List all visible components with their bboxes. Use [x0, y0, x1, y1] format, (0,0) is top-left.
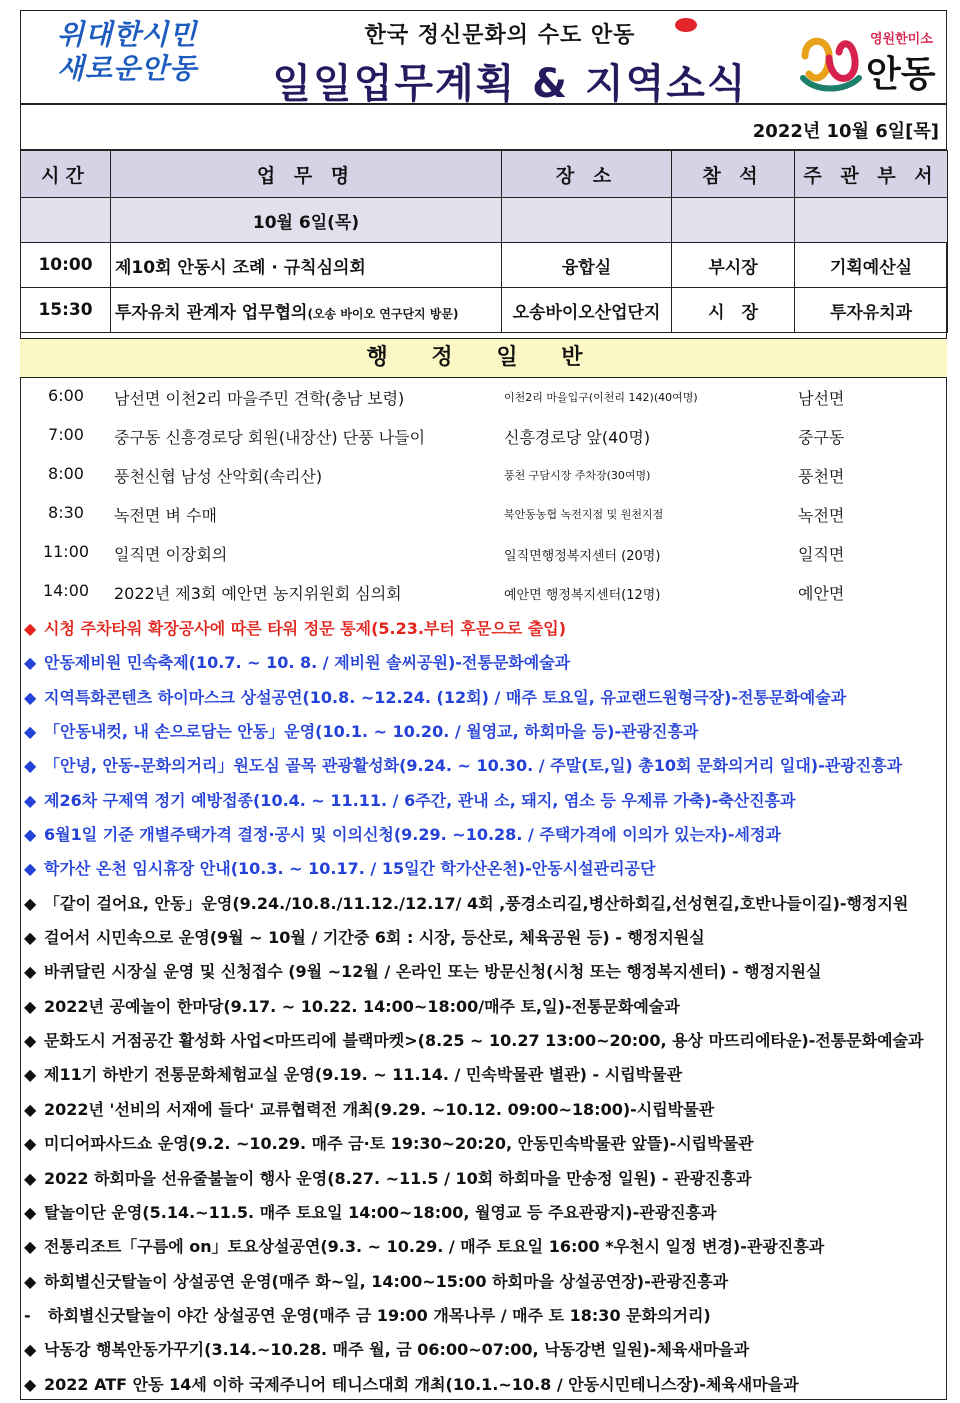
seal-stamp-icon: [675, 18, 697, 32]
notice-text: 바퀴달린 시장실 운영 및 신청접수 (9월 ~12월 / 온라인 또는 방문신청(시청 또는 행정복지센터) - 행정지원실: [44, 962, 822, 982]
admin-place: 예안면 행정복지센터(12명): [504, 588, 661, 603]
notice-text: 문화도시 거점공간 활성화 사업<마뜨리에 블랙마켓>(8.25 ~ 10.27 13:00~20:00, 용상 마뜨리에타운)-전통문화예술과: [44, 1031, 924, 1051]
diamond-bullet-icon: ◆: [24, 825, 37, 845]
admin-place: 일직면행정복지센터 (20명): [504, 549, 661, 564]
diamond-bullet-icon: ◆: [24, 928, 37, 948]
notice-item: [24, 1058, 954, 1092]
notice-item: [24, 1230, 954, 1264]
document-date: 2022년 10월 6일[목]: [752, 121, 939, 142]
notice-text: 2022년 공예놀이 한마당(9.17. ~ 10.22. 14:00~18:00/매주 토,일)-전통문화예술과: [44, 996, 680, 1016]
diamond-bullet-icon: ◆: [24, 962, 37, 982]
notice-item: [24, 749, 954, 783]
admin-dept: 예안면: [798, 584, 845, 603]
admin-time: 14:00: [42, 581, 90, 600]
notice-item: [24, 1162, 954, 1196]
notice-item: [24, 1093, 954, 1127]
diamond-bullet-icon: ◆: [24, 1374, 37, 1394]
row-title-text: 제10회 안동시 조례 · 규칙심의회: [115, 257, 366, 278]
notice-item: [24, 818, 954, 852]
notice-text: 학가산 온천 임시휴장 안내(10.3. ~ 10.17. / 15일간 학가산온천)-안동시설관리공단: [44, 859, 656, 879]
table-row: [21, 288, 948, 333]
admin-place: 북안동농협 녹전지점 및 원천지점: [504, 508, 664, 521]
notice-text: 「안녕, 안동-문화의거리」원도심 골목 관광활성화(9.24. ~ 10.30. / 주말(토,일) 총10회 문화의거리 일대)-관광진흥과: [44, 756, 903, 776]
row-time: 10:00: [21, 243, 111, 288]
notice-item: [24, 887, 954, 921]
admin-name: 녹전면 벼 수매: [114, 506, 217, 525]
dash-bullet: -: [24, 1305, 31, 1325]
row-attend: 부시장: [672, 243, 795, 288]
notice-text: 시청 주차타워 확장공사에 따른 타워 정문 통제(5.23.부터 후문으로 출입): [44, 619, 567, 638]
header-subtitle: 한국 정신문화의 수도 안동: [364, 23, 636, 48]
slogan-line2: 새로운안동: [56, 52, 198, 85]
notice-item: [24, 681, 954, 715]
list-item: [20, 417, 947, 456]
admin-time: 7:00: [48, 425, 84, 444]
list-item: [20, 378, 947, 417]
notice-item: [24, 955, 954, 989]
diamond-bullet-icon: ◆: [24, 1271, 37, 1291]
notice-text: 제26차 구제역 정기 예방접종(10.4. ~ 11.11. / 6주간, 관내 소, 돼지, 염소 등 우제류 가축)-축산진흥과: [44, 790, 796, 810]
admin-dept: 녹전면: [798, 506, 845, 525]
logo-slogan: 영원한미소: [870, 32, 933, 47]
admin-time: 6:00: [48, 386, 84, 405]
admin-dept: 풍천면: [798, 467, 845, 486]
row-place: 융합실: [502, 243, 672, 288]
row-title-note: (오송 바이오 연구단지 방문): [307, 306, 459, 321]
diamond-bullet-icon: ◆: [24, 893, 37, 913]
table-row: [21, 243, 948, 288]
notice-item: [24, 921, 954, 955]
day-row: [21, 198, 948, 243]
section-title: 행 정 일 반: [20, 338, 947, 378]
diamond-bullet-icon: ◆: [24, 756, 37, 776]
row-place: 오송바이오산업단지: [502, 288, 672, 333]
col-header-time: 시간: [21, 151, 111, 198]
diamond-bullet-icon: ◆: [24, 1134, 37, 1154]
notice-item: [24, 852, 954, 886]
notice-item: [24, 1368, 954, 1402]
notice-text: 제11기 하반기 전통문화체험교실 운영(9.19. ~ 11.14. / 민속박물관 별관) - 시립박물관: [44, 1065, 683, 1085]
diamond-bullet-icon: ◆: [24, 1099, 37, 1119]
notice-item: [24, 1265, 954, 1299]
diamond-bullet-icon: ◆: [24, 1031, 37, 1051]
diamond-bullet-icon: ◆: [24, 653, 37, 673]
notice-item: [24, 646, 954, 680]
diamond-bullet-icon: ◆: [24, 722, 37, 742]
admin-name: 2022년 제3회 예안면 농지위원회 심의회: [114, 584, 402, 603]
logo-text: 안동: [866, 54, 936, 95]
row-dept: 투자유치과: [795, 288, 948, 333]
col-header-task: 업 무 명: [111, 151, 502, 198]
list-item: [20, 573, 947, 612]
schedule-table: [20, 150, 948, 333]
day-row-cell: [795, 198, 948, 243]
slogan: [32, 18, 222, 86]
notice-item: [24, 990, 954, 1024]
notice-item: [24, 784, 954, 818]
diamond-bullet-icon: ◆: [24, 996, 37, 1016]
date-row: [20, 105, 947, 151]
admin-place: 풍천 구담시장 주차장(30여명): [504, 469, 651, 482]
day-row-cell: [672, 198, 795, 243]
admin-dept: 남선면: [798, 389, 845, 408]
diamond-bullet-icon: ◆: [24, 1065, 37, 1085]
row-dept: 기획예산실: [795, 243, 948, 288]
admin-name: 일직면 이장회의: [114, 545, 228, 564]
table-header-row: [21, 151, 948, 198]
notice-item: [24, 1196, 954, 1230]
notice-text: 「안동내컷, 내 손으로담는 안동」운영(10.1. ~ 10.20. / 월영교, 하회마을 등)-관광진흥과: [44, 722, 699, 742]
notice-text: 미디어파사드쇼 운영(9.2. ~10.29. 매주 금·토 19:30~20:20, 안동민속박물관 앞뜰)-시립박물관: [44, 1134, 754, 1154]
admin-dept: 일직면: [798, 545, 845, 564]
row-time: 15:30: [21, 288, 111, 333]
diamond-bullet-icon: ◆: [24, 1168, 37, 1188]
notice-text: 전통리조트「구름에 on」토요상설공연(9.3. ~ 10.29. / 매주 토요일 16:00 *우천시 일정 변경)-관광진흥과: [44, 1237, 825, 1257]
col-header-dept: 주 관 부 서: [795, 151, 948, 198]
notice-text: 걸어서 시민속으로 운영(9월 ~ 10월 / 기간중 6회 : 시장, 등산로, 체육공원 등) - 행정지원실: [44, 928, 705, 948]
diamond-bullet-icon: ◆: [24, 1340, 37, 1360]
notice-item: [24, 1024, 954, 1058]
list-item: [20, 495, 947, 534]
notice-text: 지역특화콘텐츠 하이마스크 상설공연(10.8. ~12.24. (12회) / 매주 토요일, 유교랜드원형극장)-전통문화예술과: [44, 687, 847, 707]
admin-time: 11:00: [42, 542, 90, 561]
list-item: [20, 456, 947, 495]
notice-item: [24, 1127, 954, 1161]
notice-item: [24, 612, 954, 646]
notice-item: [24, 715, 954, 749]
notice-text: 2022 하회마을 선유줄불놀이 행사 운영(8.27. ~11.5 / 10회 하회마을 만송정 일원) - 관광진흥과: [44, 1168, 752, 1188]
row-attend: 시 장: [672, 288, 795, 333]
admin-name: 풍천신협 남성 산악회(속리산): [114, 467, 323, 486]
admin-time: 8:30: [48, 503, 84, 522]
admin-name: 중구동 신흥경로당 회원(내장산) 단풍 나들이: [114, 428, 426, 447]
day-row-cell: [21, 198, 111, 243]
list-item: [20, 534, 947, 573]
row-title-text: 투자유치 관계자 업무협의: [115, 302, 308, 323]
diamond-bullet-icon: ◆: [24, 859, 37, 879]
notice-text: 탈놀이단 운영(5.14.~11.5. 매주 토요일 14:00~18:00, 월영교 등 주요관광지)-관광진흥과: [44, 1202, 717, 1222]
admin-place: 신흥경로당 앞(40명): [504, 428, 651, 447]
document-title: 일일업무계획 & 지역소식: [272, 61, 748, 107]
slogan-line1: 위대한시민: [56, 18, 198, 51]
notice-text: 「같이 걸어요, 안동」운영(9.24./10.8./11.12./12.17/ 4회 ,풍경소리길,병산하회길,선성현길,호반나들이길)-행정지원: [44, 893, 909, 913]
row-title: [111, 243, 502, 288]
notice-text: 6월1일 기준 개별주택가격 결정·공시 및 이의신청(9.29. ~10.28. / 주택가격에 이의가 있는자)-세정과: [44, 825, 781, 845]
col-header-attend: 참 석: [672, 151, 795, 198]
col-header-place: 장 소: [502, 151, 672, 198]
notice-text: 2022년 '선비의 서재에 들다' 교류협력전 개최(9.29. ~10.12. 09:00~18:00)-시립박물관: [44, 1099, 715, 1119]
notice-list: [24, 612, 954, 1402]
notice-item: [24, 1333, 954, 1367]
day-row-cell: [502, 198, 672, 243]
document-header: [20, 10, 947, 105]
day-label: 10월 6일(목): [111, 198, 502, 243]
andong-logo-icon: [795, 26, 867, 96]
row-title: [111, 288, 502, 333]
notice-text: 하회별신굿탈놀이 야간 상설공연 운영(매주 금 19:00 개목나루 / 매주 토 18:30 문화의거리): [48, 1305, 711, 1325]
diamond-bullet-icon: ◆: [24, 1202, 37, 1222]
admin-dept: 중구동: [798, 428, 845, 447]
diamond-bullet-icon: ◆: [24, 687, 37, 707]
diamond-bullet-icon: ◆: [24, 790, 37, 810]
admin-place: 이천2리 마을입구(이천리 142)(40여명): [504, 391, 698, 404]
notice-text: 안동제비원 민속축제(10.7. ~ 10. 8. / 제비원 솔씨공원)-전통문화예술과: [44, 653, 571, 673]
diamond-bullet-icon: ◆: [24, 1237, 37, 1257]
notice-subitem: [24, 1299, 954, 1333]
notice-text: 2022 ATF 안동 14세 이하 국제주니어 테니스대회 개최(10.1.~10.8 / 안동시민테니스장)-체육새마을과: [44, 1374, 799, 1394]
notice-text: 하회별신굿탈놀이 상설공연 운영(매주 화~일, 14:00~15:00 하회마을 상설공연장)-관광진흥과: [44, 1271, 729, 1291]
diamond-bullet-icon: ◆: [24, 619, 37, 638]
admin-name: 남선면 이천2리 마을주민 견학(충남 보령): [114, 389, 405, 408]
notice-text: 낙동강 행복안동가꾸기(3.14.~10.28. 매주 월, 금 06:00~07:00, 낙동강변 일원)-체육새마을과: [44, 1340, 750, 1360]
admin-time: 8:00: [48, 464, 84, 483]
